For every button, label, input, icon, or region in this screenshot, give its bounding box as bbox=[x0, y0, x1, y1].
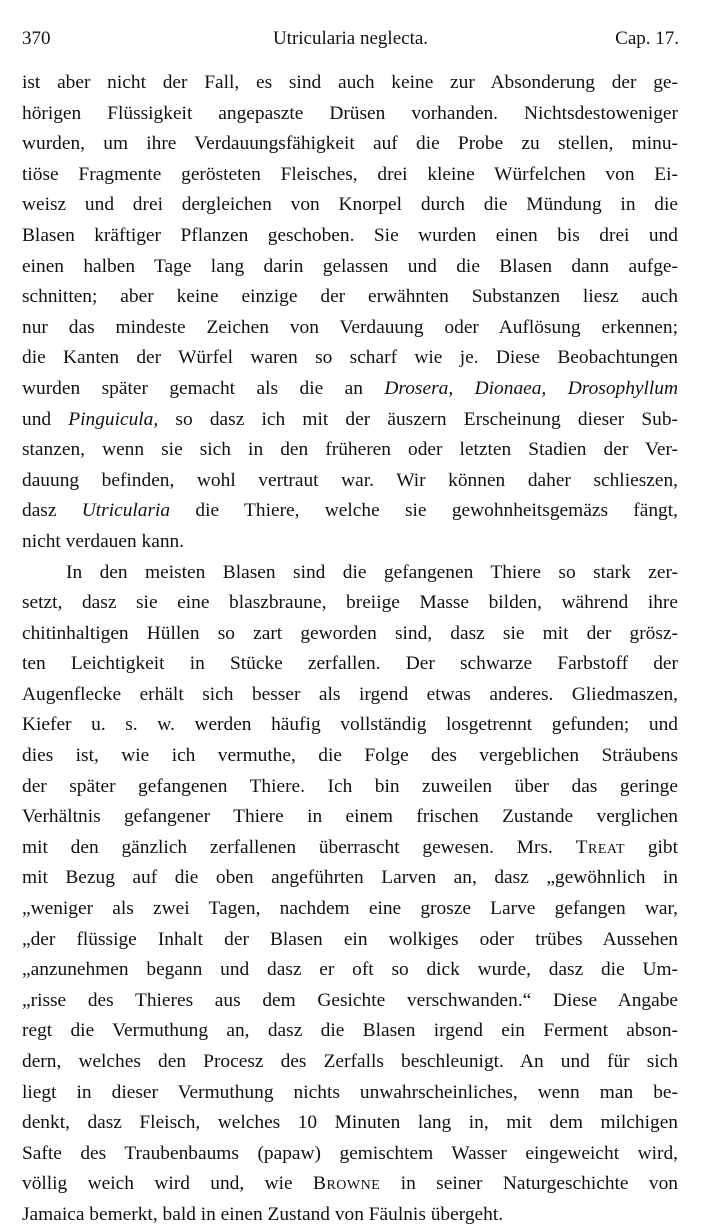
text-line bbox=[22, 405, 678, 436]
text-line bbox=[22, 190, 678, 221]
text-run: völlig weich wird und, wie bbox=[22, 1173, 314, 1195]
text-run: dauung befinden, wohl vertraut war. Wir können daher schlieszen, bbox=[22, 469, 678, 491]
text-line bbox=[22, 68, 678, 99]
text-line bbox=[22, 1169, 678, 1200]
text-run: dasz bbox=[22, 500, 82, 522]
text-line bbox=[22, 160, 678, 191]
text-run: Verhältnis gefangener Thiere in einem frischen Zustande verglichen bbox=[22, 806, 678, 828]
text-line bbox=[22, 772, 678, 803]
italic-term: Pinguicula, bbox=[68, 408, 159, 430]
text-run: der später gefangenen Thiere. Ich bin zuweilen über das geringe bbox=[22, 775, 678, 797]
text-run: „anzunehmen begann und dasz er oft so dick wurde, dasz die Um- bbox=[22, 959, 678, 981]
text-line bbox=[22, 496, 678, 527]
text-line bbox=[22, 649, 678, 680]
text-run: in seiner Naturgeschichte von bbox=[380, 1173, 678, 1195]
text-line bbox=[22, 1139, 678, 1170]
text-run: schnitten; aber keine einzige der erwähnten Substanzen liesz auch bbox=[22, 286, 678, 308]
text-run: mit den gänzlich zerfallenen überrascht gewesen. Mrs. bbox=[22, 836, 576, 858]
text-run bbox=[546, 378, 567, 399]
page-number: 370 bbox=[22, 28, 51, 49]
running-header bbox=[22, 28, 679, 54]
author-name: Browne bbox=[313, 1173, 381, 1195]
text-line bbox=[22, 833, 678, 864]
text-run: wurden später gemacht als die an bbox=[22, 377, 385, 399]
text-line bbox=[22, 1078, 678, 1109]
paragraph bbox=[22, 68, 678, 558]
text-run: chitinhaltigen Hüllen so zart geworden sind, dasz sie mit der grösz- bbox=[22, 622, 678, 644]
text-run: die Kanten der Würfel waren so scharf wie je. Diese Beobachtungen bbox=[22, 347, 678, 369]
text-run: „der flüssige Inhalt der Blasen ein wolkiges oder trübes Aussehen bbox=[22, 928, 678, 950]
text-line bbox=[22, 558, 678, 589]
text-line bbox=[22, 710, 678, 741]
text-run: regt die Vermuthung an, dasz die Blasen irgend ein Ferment abson- bbox=[22, 1020, 678, 1042]
text-run: tiöse Fragmente gerösteten Fleisches, drei kleine Würfelchen von Ei- bbox=[22, 163, 678, 185]
text-line bbox=[22, 221, 678, 252]
text-line bbox=[22, 955, 678, 986]
italic-term: Drosophyllum bbox=[567, 377, 678, 399]
text-run: „risse des Thieres aus dem Gesichte verschwanden.“ Diese Angabe bbox=[22, 989, 678, 1011]
text-run: ist aber nicht der Fall, es sind auch keine zur Absonderung der ge- bbox=[22, 72, 678, 93]
text-line bbox=[22, 374, 678, 405]
text-run: Kiefer u. s. w. werden häufig vollständig losgetrennt gefunden; und bbox=[22, 714, 678, 736]
author-name: Treat bbox=[575, 836, 626, 858]
text-run: gibt bbox=[625, 836, 678, 858]
text-line bbox=[22, 619, 678, 650]
text-run: nur das mindeste Zeichen von Verdauung oder Auflösung erkennen; bbox=[22, 316, 678, 338]
text-line bbox=[22, 925, 678, 956]
chapter-label: Cap. 17. bbox=[615, 28, 679, 49]
text-run: weisz und drei dergleichen von Knorpel durch die Mündung in die bbox=[22, 194, 678, 216]
text-line bbox=[22, 1016, 678, 1047]
text-line bbox=[22, 1108, 678, 1139]
paragraph bbox=[22, 558, 678, 1231]
text-line bbox=[22, 1200, 678, 1231]
text-run: Jamaica bemerkt, bald in einen Zustand von Fäulnis übergeht. bbox=[22, 1203, 504, 1225]
text-run: dern, welches den Procesz des Zerfalls beschleunigt. An und für sich bbox=[22, 1051, 678, 1072]
text-line bbox=[22, 680, 678, 711]
text-line bbox=[22, 313, 678, 344]
text-run: Augenflecke erhält sich besser als irgend etwas anderes. Gliedmaszen, bbox=[22, 683, 678, 705]
text-line bbox=[22, 466, 678, 497]
italic-term: Drosera, bbox=[384, 377, 454, 399]
text-line bbox=[22, 282, 678, 313]
text-run: wurden, um ihre Verdauungsfähigkeit auf die Probe zu stellen, minu- bbox=[22, 133, 678, 155]
text-run: nicht verdauen kann. bbox=[22, 530, 185, 552]
text-run: In den meisten Blasen sind die gefangenen Thiere so stark zer- bbox=[66, 561, 678, 583]
text-run: hörigen Flüssigkeit angepaszte Drüsen vorhanden. Nichtsdestoweniger bbox=[22, 102, 678, 124]
text-line bbox=[22, 343, 678, 374]
text-run: Blasen kräftiger Pflanzen geschoben. Sie wurden einen bis drei und bbox=[22, 224, 678, 246]
text-run: und bbox=[22, 408, 69, 430]
text-line bbox=[22, 588, 678, 619]
text-run: denkt, dasz Fleisch, welches 10 Minuten lang in, mit dem milchigen bbox=[22, 1112, 678, 1134]
text-run: einen halben Tage lang darin gelassen und die Blasen dann aufge- bbox=[22, 255, 678, 277]
text-line bbox=[22, 986, 678, 1017]
running-title: Utricularia neglecta. bbox=[272, 28, 429, 49]
text-line bbox=[22, 802, 678, 833]
italic-term: Dionaea, bbox=[474, 377, 547, 399]
text-run bbox=[453, 378, 474, 399]
text-line bbox=[22, 99, 678, 130]
text-line bbox=[22, 741, 678, 772]
text-line bbox=[22, 527, 678, 558]
text-line bbox=[22, 1047, 678, 1078]
text-line bbox=[22, 863, 678, 894]
text-run: setzt, dasz sie eine blaszbraune, breiige Masse bilden, während ihre bbox=[22, 592, 678, 614]
text-run: ten Leichtigkeit in Stücke zerfallen. Der schwarze Farbstoff der bbox=[22, 653, 678, 675]
text-run: „weniger als zwei Tagen, nachdem eine grosze Larve gefangen war, bbox=[22, 898, 678, 920]
text-run: mit Bezug auf die oben angeführten Larven an, dasz „gewöhnlich in bbox=[22, 867, 678, 889]
text-run: so dasz ich mit der äuszern Erscheinung dieser Sub- bbox=[158, 408, 678, 430]
text-line bbox=[22, 252, 678, 283]
text-line bbox=[22, 435, 678, 466]
body-text bbox=[22, 68, 678, 1231]
text-run: die Thiere, welche sie gewohnheitsgemäzs fängt, bbox=[170, 500, 678, 522]
italic-term: Utricularia bbox=[81, 500, 171, 522]
text-line bbox=[22, 129, 678, 160]
text-run: stanzen, wenn sie sich in den früheren oder letzten Stadien der Ver- bbox=[22, 439, 678, 461]
text-run: liegt in dieser Vermuthung nichts unwahrscheinliches, wenn man be- bbox=[22, 1081, 678, 1103]
text-line bbox=[22, 894, 678, 925]
text-run: dies ist, wie ich vermuthe, die Folge des vergeblichen Sträubens bbox=[22, 745, 678, 767]
text-run: Safte des Traubenbaums (papaw) gemischtem Wasser eingeweicht wird, bbox=[22, 1142, 678, 1164]
